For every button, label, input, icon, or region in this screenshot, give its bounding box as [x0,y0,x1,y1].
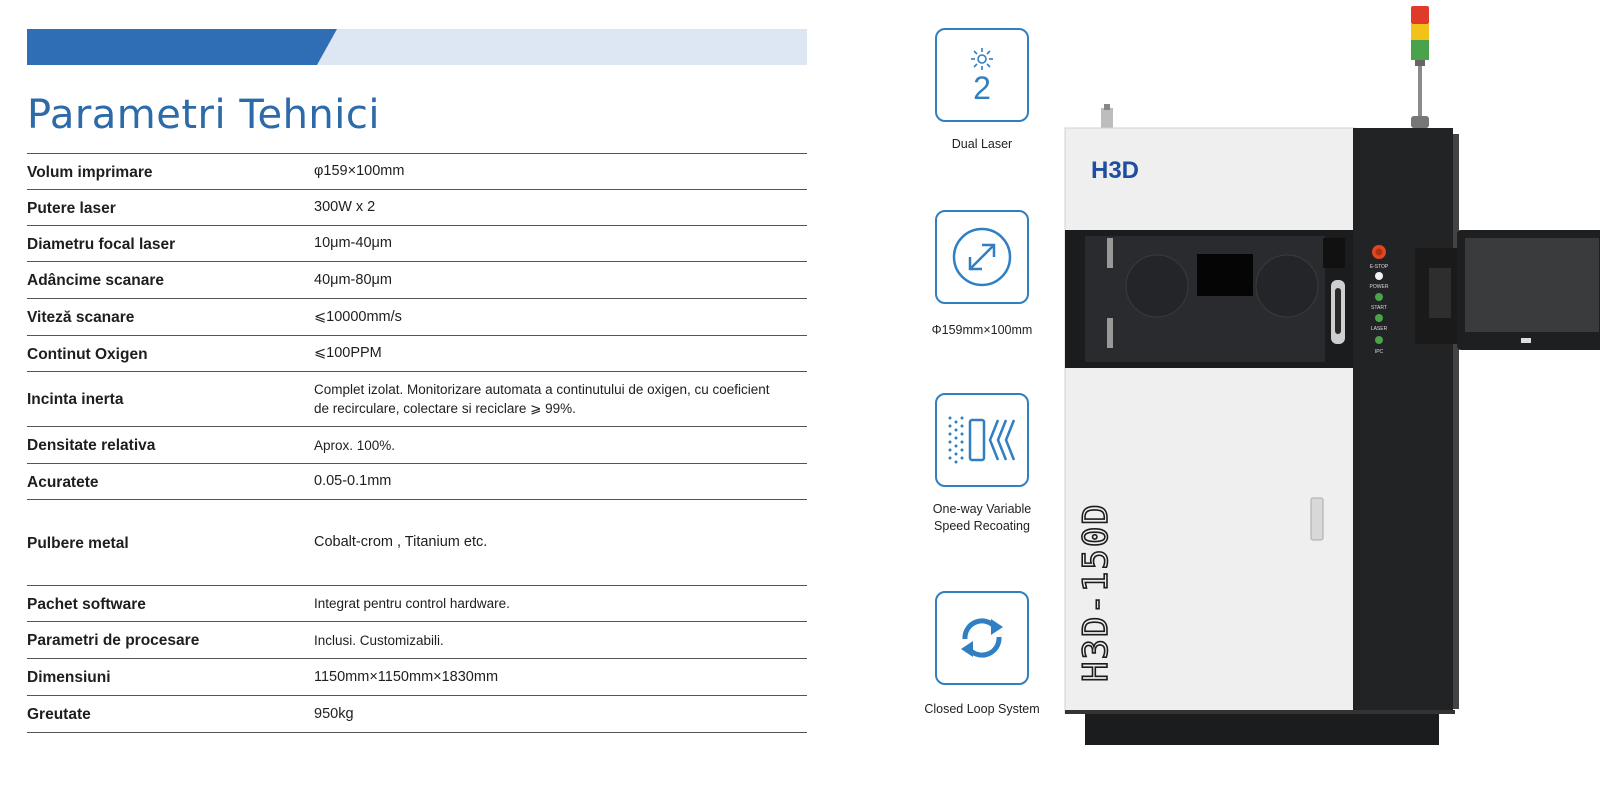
panel-label-estop: E-STOP [1369,264,1389,270]
table-row [27,336,807,372]
spec-label: Adâncime scanare [27,272,164,289]
spec-label: Volum imprimare [27,163,153,181]
spec-label: Acuratete [27,473,99,491]
spec-label: Densitate relativa [27,437,156,454]
feature-caption [892,501,1072,535]
feature-caption-line: Speed Recoating [934,519,1030,533]
spec-label: Pachet software [27,595,146,613]
spec-value: 300W x 2 [314,199,376,215]
panel-label-power: POWER [1369,284,1389,290]
spec-label: Viteză scanare [27,309,135,326]
table-row [27,262,807,299]
machine-image [1076,0,1600,800]
spec-label: Pulbere metal [27,534,129,552]
table-row [27,696,807,733]
spec-value: 950kg [314,705,354,722]
spec-label: Incinta inerta [27,391,124,408]
brand-logo: H3D [1091,157,1140,184]
spec-value: 10μm-40μm [314,235,392,251]
feature-caption: Dual Laser [951,137,1013,151]
spec-value: Cobalt-crom , Titanium etc. [314,534,488,550]
recoating-icon [935,393,1029,487]
spec-label: Continut Oxigen [27,345,148,363]
spec-label: Diametru focal laser [27,235,176,253]
page-title: Parametri Tehnici [27,92,380,138]
spec-value: Aprox. 100%. [314,437,396,453]
spec-label: Parametri de procesare [27,632,200,649]
header-band [27,29,807,65]
feature-build-volume [892,210,1072,339]
panel-label-ipc: IPC [1374,349,1384,355]
feature-caption: Closed Loop System [924,702,1040,716]
feature-caption: Φ159mm×100mm [931,323,1033,337]
spec-value: Complet izolat. Monitorizare automata a continutului de oxigen, cu coeficient de recirculare, colectare si reciclare ⩾ 99%. [314,382,770,416]
table-row [27,427,807,464]
table-row [27,659,807,696]
build-volume-icon [935,210,1029,304]
feature-recoating [892,393,1072,535]
spec-value: ⩽100PPM [314,345,382,361]
panel-label-laser: LASER [1370,326,1388,332]
spec-value: Integrat pentru control hardware. [314,596,510,611]
spec-value: 40μm-80μm [314,271,392,288]
table-row [27,622,807,659]
dual-laser-icon [935,28,1029,122]
spec-value: Inclusi. Customizabili. [314,632,444,648]
spec-value: ⩽10000mm/s [314,308,402,325]
panel-label-start: START [1371,305,1387,311]
table-row [27,464,807,500]
spec-label: Dimensiuni [27,669,111,686]
spec-value: φ159×100mm [314,163,405,179]
spec-table [27,153,807,733]
table-row [27,372,807,427]
feature-caption-line: One-way Variable [932,502,1032,516]
feature-dual-laser [912,28,1052,153]
dual-laser-badge: 2 [973,70,991,106]
spec-label: Putere laser [27,199,116,217]
model-label: H3D-150D [1076,502,1116,682]
table-row [27,500,807,586]
table-row [27,154,807,190]
table-row [27,226,807,262]
spec-label: Greutate [27,706,91,723]
spec-value: 0.05-0.1mm [314,473,392,489]
table-row [27,586,807,622]
table-row [27,299,807,336]
feature-closed-loop [892,591,1072,718]
spec-value: 1150mm×1150mm×1830mm [314,668,499,685]
closed-loop-icon [935,591,1029,685]
table-row [27,190,807,226]
